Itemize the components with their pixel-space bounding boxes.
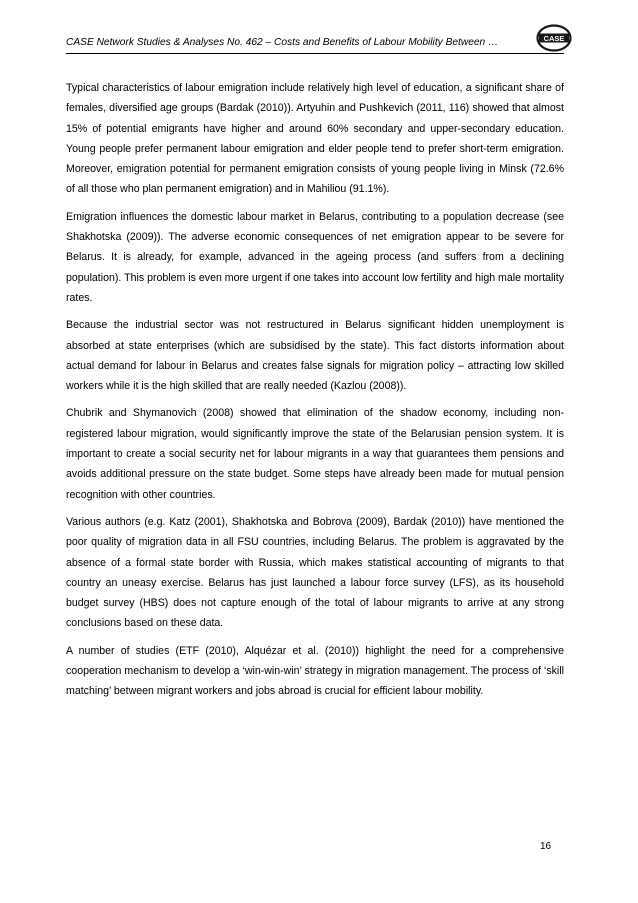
page-header <box>66 27 564 54</box>
paragraph-2: Emigration influences the domestic labour market in Belarus, contributing to a population decrease (see Shakhotska (2009)). The adverse economic consequences of net emigration appear to be severe for Belarus. It is already, for example, advanced in the ageing process (and suffers from a declining population). This problem is even more urgent if one takes into account low fertility and high male mortality rates. <box>66 210 564 304</box>
header-title: CASE Network Studies & Analyses No. 462 – Costs and Benefits of Labour Mobility Between … <box>66 37 499 48</box>
paragraph-6: A number of studies (ETF (2010), Alquézar et al. (2010)) highlight the need for a comprehensive cooperation mechanism to develop a ‘win-win-win’ strategy in migration management. The process of ‘skill matching’ between migrant workers and jobs abroad is crucial for efficient labour mobility. <box>66 644 564 698</box>
logo-text: CASE <box>543 34 565 43</box>
page-number: 16 <box>540 841 552 852</box>
paragraph-1: Typical characteristics of labour emigration include relatively high level of education, a significant share of females, diversified age groups (Bardak (2010)). Artyuhin and Pushkevich (2011, 116) showed that almost 15% of potential emigrants have higher and around 60% secondary and upper-secondary education. Young people prefer permanent labour emigration and elder people tend to prefer short-term emigration. Moreover, emigration potential for permanent emigration consists of young people living in Minsk (72.6% of all those who plan permanent emigration) and in Mahiliou (91.1%). <box>66 82 564 196</box>
body-text <box>66 78 564 709</box>
paragraph-3: Because the industrial sector was not restructured in Belarus significant hidden unemployment is absorbed at state enterprises (which are subsidised by the state). This fact distorts information about actual demand for labour in Belarus and creates false signals for migration policy – attracting low skilled workers while it is the high skilled that are really needed (Kazlou (2008)). <box>66 319 564 393</box>
paragraph-4: Chubrik and Shymanovich (2008) showed that elimination of the shadow economy, including non-registered labour migration, would significantly improve the state of the Belarusian pension system. It is important to create a social security net for labour migrants in a way that guarantees them pensions and avoids additional pressure on the state budget. Some steps have already been made for mutual pension recognition with other countries. <box>66 407 564 501</box>
case-logo <box>536 24 572 52</box>
paragraph-5: Various authors (e.g. Katz (2001), Shakhotska and Bobrova (2009), Bardak (2010)) have mentioned the poor quality of migration data in all FSU countries, including Belarus. The problem is aggravated by the absence of a formal state border with Russia, which makes statistical accounting of migrants to that country an uneasy exercise. Belarus has just launched a labour force survey (LFS), as its household budget survey (HBS) does not capture enough of the total of labour migrants to arrive at any strong conclusions based on these data. <box>66 515 564 630</box>
